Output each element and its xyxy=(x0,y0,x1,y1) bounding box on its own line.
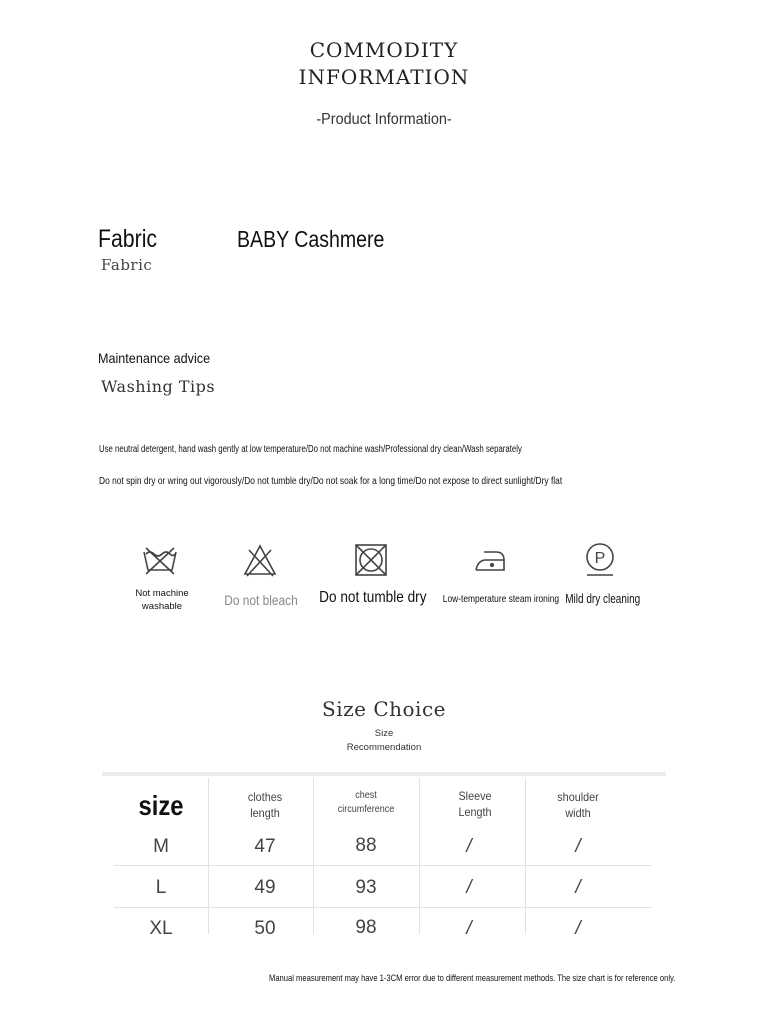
table-top-bar xyxy=(102,772,666,776)
table-cell: / xyxy=(575,918,581,939)
care-label-no-tumble-dry: Do not tumble dry xyxy=(319,589,427,606)
table-cell: 93 xyxy=(355,877,377,898)
table-cell: 49 xyxy=(254,877,276,898)
washing-tip-line-2: Do not spin dry or wring out vigorously/Do not tumble dry/Do not soak for a long time/Do not expose to direct sunlight/Dry flat xyxy=(99,475,563,487)
table-cell: XL xyxy=(149,918,173,939)
table-header-sleeve-length: Sleeve Length xyxy=(458,789,492,819)
table-cell: M xyxy=(153,836,169,857)
care-label-low-temp-iron: Low-temperature steam ironing xyxy=(442,593,560,605)
size-sub-line-1: Size xyxy=(374,728,394,739)
svg-text:P: P xyxy=(594,550,606,567)
no-tumble-dry-icon xyxy=(351,540,391,580)
table-cell: / xyxy=(466,918,472,939)
fabric-sub-label: Fabric xyxy=(101,256,153,274)
subtitle: -Product Information- xyxy=(316,111,452,128)
size-recommendation-subtitle xyxy=(0,727,768,755)
care-label-dry-clean: Mild dry cleaning xyxy=(565,592,641,606)
table-cell: 88 xyxy=(355,835,377,856)
washing-tips-label: Washing Tips xyxy=(101,377,216,396)
table-cell: L xyxy=(155,877,167,898)
no-machine-wash-icon xyxy=(140,540,180,580)
table-header-size: size xyxy=(138,790,184,821)
fabric-value: BABY Cashmere xyxy=(237,226,385,252)
table-divider xyxy=(208,778,209,934)
table-cell: 47 xyxy=(254,836,276,857)
table-header-clothes-length: clothes length xyxy=(247,790,283,820)
washing-tip-line-1: Use neutral detergent, hand wash gently at low temperature/Do not machine wash/Professional dry clean/Wash separately xyxy=(99,444,522,455)
maintenance-label: Maintenance advice xyxy=(98,350,211,366)
measurement-note: Manual measurement may have 1-3CM error due to different measurement methods. The size chart is for reference only. xyxy=(269,973,676,984)
table-cell: / xyxy=(575,877,581,898)
low-temp-iron-icon xyxy=(470,540,510,580)
table-cell: / xyxy=(575,836,581,857)
table-divider xyxy=(525,778,526,934)
table-row-divider xyxy=(114,907,652,908)
table-header-chest-circumference: chest circumference xyxy=(337,790,395,815)
title-line-2: INFORMATION xyxy=(298,65,470,89)
size-sub-line-2: Recommendation xyxy=(346,742,422,753)
care-label-no-machine-wash: Not machine washable xyxy=(135,588,189,612)
table-cell: 98 xyxy=(355,917,377,938)
title-line-1: COMMODITY xyxy=(309,38,459,62)
size-choice-title: Size Choice xyxy=(322,697,446,721)
care-label-no-bleach: Do not bleach xyxy=(224,592,298,608)
table-cell: / xyxy=(466,877,472,898)
table-cell: 50 xyxy=(254,918,276,939)
table-header-shoulder-width: shoulder width xyxy=(557,790,599,820)
table-row-divider xyxy=(114,865,652,866)
table-cell: / xyxy=(466,836,472,857)
dry-clean-icon xyxy=(580,540,620,580)
no-bleach-icon xyxy=(240,540,280,580)
fabric-label: Fabric xyxy=(98,225,158,253)
